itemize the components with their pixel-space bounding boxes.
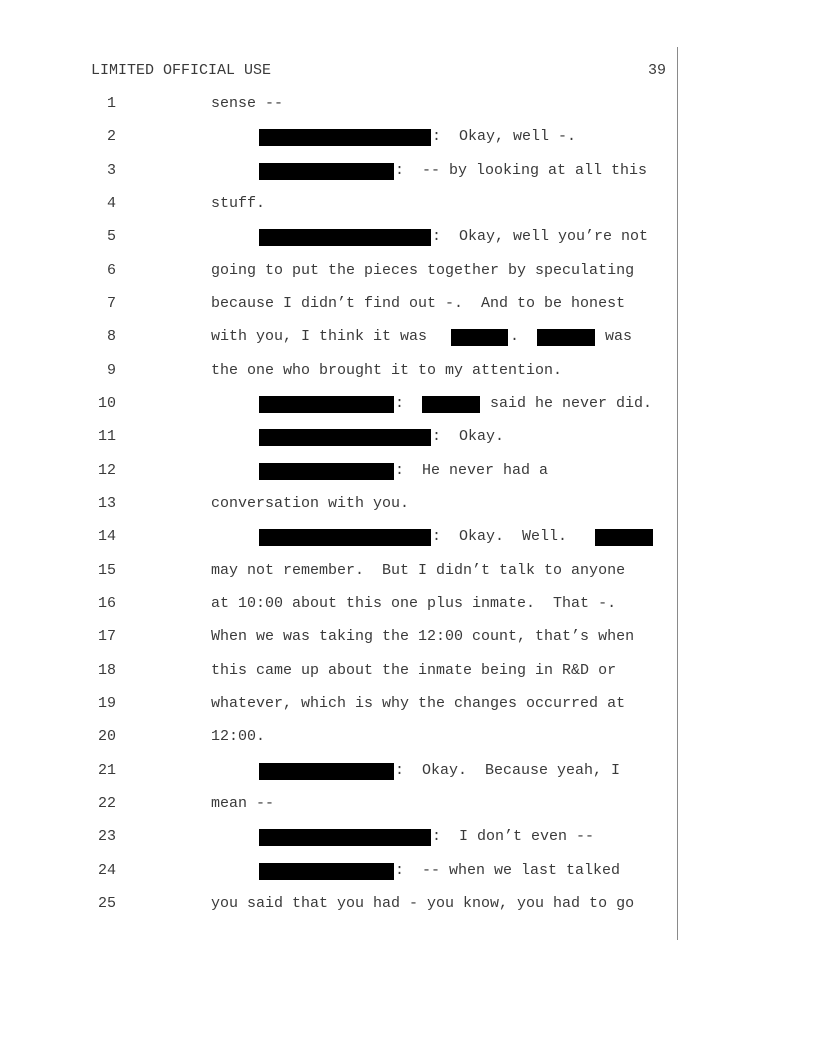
transcript-line bbox=[0, 795, 700, 815]
line-number: 8 bbox=[106, 328, 116, 345]
line-text: at 10:00 about this one plus inmate. That -. bbox=[211, 595, 617, 612]
header-classification: LIMITED OFFICIAL USE bbox=[91, 62, 272, 79]
name-redaction bbox=[537, 329, 595, 346]
line-text: may not remember. But I didn’t talk to anyone bbox=[211, 562, 626, 579]
line-number: 18 bbox=[97, 662, 116, 679]
transcript-line bbox=[0, 695, 700, 715]
line-text: stuff. bbox=[211, 195, 266, 212]
transcript-line bbox=[0, 228, 700, 248]
line-number: 11 bbox=[97, 428, 116, 445]
line-text: the one who brought it to my attention. bbox=[211, 362, 563, 379]
line-text: going to put the pieces together by speculating bbox=[211, 262, 635, 279]
line-number: 16 bbox=[97, 595, 116, 612]
speaker-redaction bbox=[259, 429, 431, 446]
line-text-part: said he never did. bbox=[490, 395, 653, 412]
line-text: : -- by looking at all this bbox=[395, 162, 648, 179]
transcript-line bbox=[0, 395, 700, 415]
line-text: : Okay. bbox=[432, 428, 505, 445]
line-number: 5 bbox=[106, 228, 116, 245]
line-text-part: . bbox=[510, 328, 520, 345]
line-text: with you, I think it was bbox=[211, 328, 428, 345]
line-number: 24 bbox=[97, 862, 116, 879]
line-number: 2 bbox=[106, 128, 116, 145]
transcript-line bbox=[0, 128, 700, 148]
line-number: 4 bbox=[106, 195, 116, 212]
line-number: 17 bbox=[97, 628, 116, 645]
line-text-part: was bbox=[605, 328, 633, 345]
line-number: 14 bbox=[97, 528, 116, 545]
speaker-redaction bbox=[259, 463, 394, 480]
line-number: 1 bbox=[106, 95, 116, 112]
transcript-line bbox=[0, 262, 700, 282]
line-number: 20 bbox=[97, 728, 116, 745]
speaker-redaction bbox=[259, 163, 394, 180]
line-text: : Okay. Because yeah, I bbox=[395, 762, 621, 779]
line-text: you said that you had - you know, you had to go bbox=[211, 895, 635, 912]
speaker-redaction bbox=[259, 863, 394, 880]
line-number: 7 bbox=[106, 295, 116, 312]
line-text: mean -- bbox=[211, 795, 275, 812]
line-text: : Okay, well you’re not bbox=[432, 228, 649, 245]
line-text: : bbox=[395, 395, 405, 412]
line-text: whatever, which is why the changes occurred at bbox=[211, 695, 626, 712]
transcript-line bbox=[0, 628, 700, 648]
name-redaction bbox=[595, 529, 653, 546]
transcript-line bbox=[0, 462, 700, 482]
line-text: : I don’t even -- bbox=[432, 828, 595, 845]
transcript-line bbox=[0, 862, 700, 882]
transcript-line bbox=[0, 362, 700, 382]
transcript-line bbox=[0, 762, 700, 782]
line-number: 10 bbox=[97, 395, 116, 412]
speaker-redaction bbox=[259, 229, 431, 246]
line-text: : Okay, well -. bbox=[432, 128, 577, 145]
transcript-line bbox=[0, 595, 700, 615]
line-text: : -- when we last talked bbox=[395, 862, 621, 879]
line-text: : Okay. Well. bbox=[432, 528, 568, 545]
page-number: 39 bbox=[648, 62, 667, 79]
transcript-line bbox=[0, 328, 700, 348]
transcript-line bbox=[0, 428, 700, 448]
transcript-line bbox=[0, 95, 700, 115]
line-number: 21 bbox=[97, 762, 116, 779]
line-number: 12 bbox=[97, 462, 116, 479]
speaker-redaction bbox=[259, 829, 431, 846]
line-text: conversation with you. bbox=[211, 495, 410, 512]
line-number: 23 bbox=[97, 828, 116, 845]
transcript-line bbox=[0, 728, 700, 748]
line-text: this came up about the inmate being in R&D or bbox=[211, 662, 617, 679]
line-number: 19 bbox=[97, 695, 116, 712]
transcript-line bbox=[0, 662, 700, 682]
line-number: 25 bbox=[97, 895, 116, 912]
line-text: 12:00. bbox=[211, 728, 266, 745]
transcript-line bbox=[0, 895, 700, 915]
name-redaction bbox=[451, 329, 508, 346]
line-number: 9 bbox=[106, 362, 116, 379]
line-text: : He never had a bbox=[395, 462, 549, 479]
speaker-redaction bbox=[259, 529, 431, 546]
transcript-line bbox=[0, 495, 700, 515]
speaker-redaction bbox=[259, 129, 431, 146]
line-number: 22 bbox=[97, 795, 116, 812]
line-number: 6 bbox=[106, 262, 116, 279]
transcript-line bbox=[0, 295, 700, 315]
speaker-redaction bbox=[259, 396, 394, 413]
line-number: 13 bbox=[97, 495, 116, 512]
line-text: because I didn’t find out -. And to be honest bbox=[211, 295, 626, 312]
transcript-line bbox=[0, 828, 700, 848]
transcript-line bbox=[0, 528, 700, 548]
line-number: 15 bbox=[97, 562, 116, 579]
line-text: sense -- bbox=[211, 95, 284, 112]
transcript-line bbox=[0, 562, 700, 582]
transcript-line bbox=[0, 195, 700, 215]
transcript-line bbox=[0, 162, 700, 182]
speaker-redaction bbox=[259, 763, 394, 780]
line-text: When we was taking the 12:00 count, that’s when bbox=[211, 628, 635, 645]
line-number: 3 bbox=[106, 162, 116, 179]
name-redaction bbox=[422, 396, 480, 413]
